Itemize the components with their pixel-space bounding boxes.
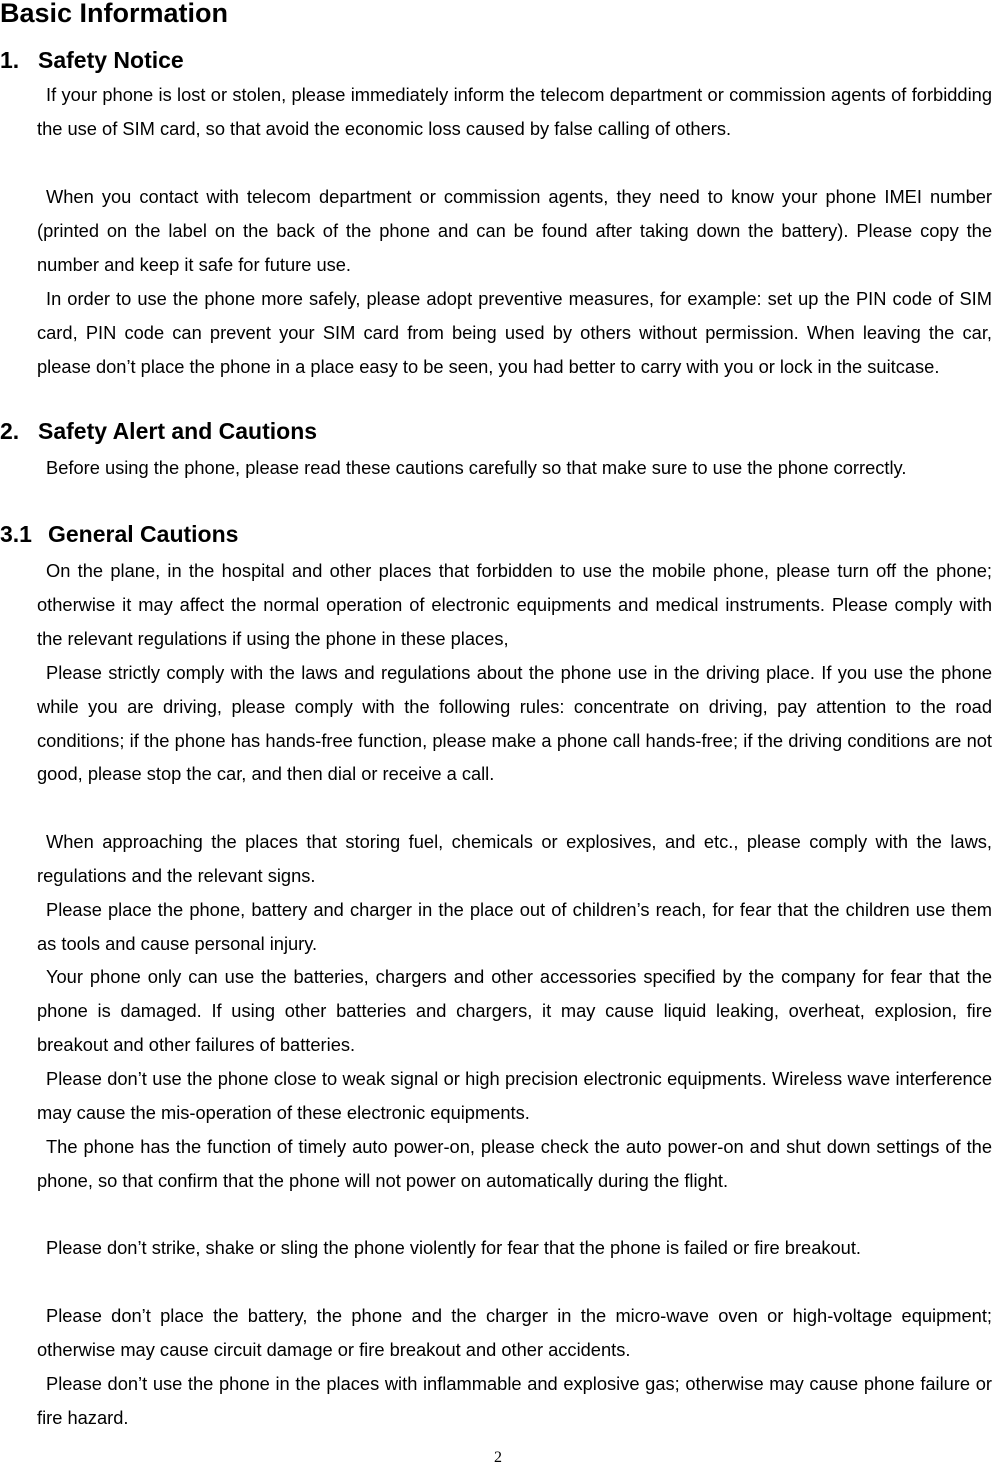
paragraph-strike-shake: Please don’t strike, shake or sling the phone violently for fear that the phone is failed or fire breakout. [46, 1237, 862, 1258]
paragraph-imei-number: When you contact with telecom department or commission agents, they need to know your phone IMEI number (printed on the label on the back of the phone and can be found after taking down the battery). Please copy the number and keep it safe for future use. [37, 186, 992, 275]
section-title: Safety Alert and Cautions [38, 418, 318, 444]
paragraph-preventive-measures: In order to use the phone more safely, please adopt preventive measures, for example: set up the PIN code of SIM card, PIN code can prevent your SIM card from being used by others without permission. When leaving the car, please don’t place the phone in a place easy to be seen, you had better to carry with you or lock in the suitcase. [37, 288, 992, 377]
paragraph-microwave-oven: Please don’t place the battery, the phone and the charger in the micro-wave oven or high-voltage equipment; otherwise may cause circuit damage or fire breakout and other accidents. [37, 1305, 992, 1360]
section-heading-general-cautions [0, 519, 238, 549]
page-number: 2 [494, 1449, 502, 1466]
paragraph-driving-rules: Please strictly comply with the laws and regulations about the phone use in the driving place. If you use the phone while you are driving, please comply with the following rules: concentrate on driving, pay attention to the road conditions; if the phone has hands-free function, please make a phone call hands-free; if the driving conditions are not good, please stop the car, and then dial or receive a call. [37, 662, 992, 785]
paragraph-children-reach: Please place the phone, battery and charger in the place out of children’s reach, for fear that the children use them as tools and cause personal injury. [37, 899, 992, 954]
section-title: General Cautions [48, 521, 239, 547]
paragraph-plane-hospital: On the plane, in the hospital and other places that forbidden to use the mobile phone, please turn off the phone; otherwise it may affect the normal operation of electronic equipments and medical instruments. Please comply with the relevant regulations if using the phone in these places, [37, 560, 992, 649]
section-number: 3.1 [0, 521, 32, 547]
paragraph-fuel-chemicals: When approaching the places that storing fuel, chemicals or explosives, and etc., please comply with the laws, regulations and the relevant signs. [37, 831, 992, 886]
section-number: 2. [0, 418, 20, 444]
paragraph-read-cautions: Before using the phone, please read these cautions carefully so that make sure to use the phone correctly. [46, 457, 907, 478]
paragraph-lost-phone: If your phone is lost or stolen, please immediately inform the telecom department or commission agents of forbidding the use of SIM card, so that avoid the economic loss caused by false calling of others. [37, 84, 992, 139]
document-title: Basic Information [0, 0, 229, 28]
paragraph-auto-power-on: The phone has the function of timely auto power-on, please check the auto power-on and shut down settings of the phone, so that confirm that the phone will not power on automatically during the flight. [37, 1136, 992, 1191]
paragraph-batteries-chargers: Your phone only can use the batteries, chargers and other accessories specified by the company for fear that the phone is damaged. If using other batteries and chargers, it may cause liquid leaking, overheat, explosion, fire breakout and other failures of batteries. [37, 966, 992, 1055]
section-number: 1. [0, 47, 20, 73]
paragraph-weak-signal: Please don’t use the phone close to weak signal or high precision electronic equipments. Wireless wave interference may cause the mis-operation of these electronic equipments. [37, 1068, 992, 1123]
section-heading-safety-alert [0, 416, 317, 446]
section-heading-safety-notice [0, 45, 184, 75]
section-title: Safety Notice [38, 47, 184, 73]
paragraph-explosive-gas: Please don’t use the phone in the places with inflammable and explosive gas; otherwise may cause phone failure or fire hazard. [37, 1373, 992, 1428]
